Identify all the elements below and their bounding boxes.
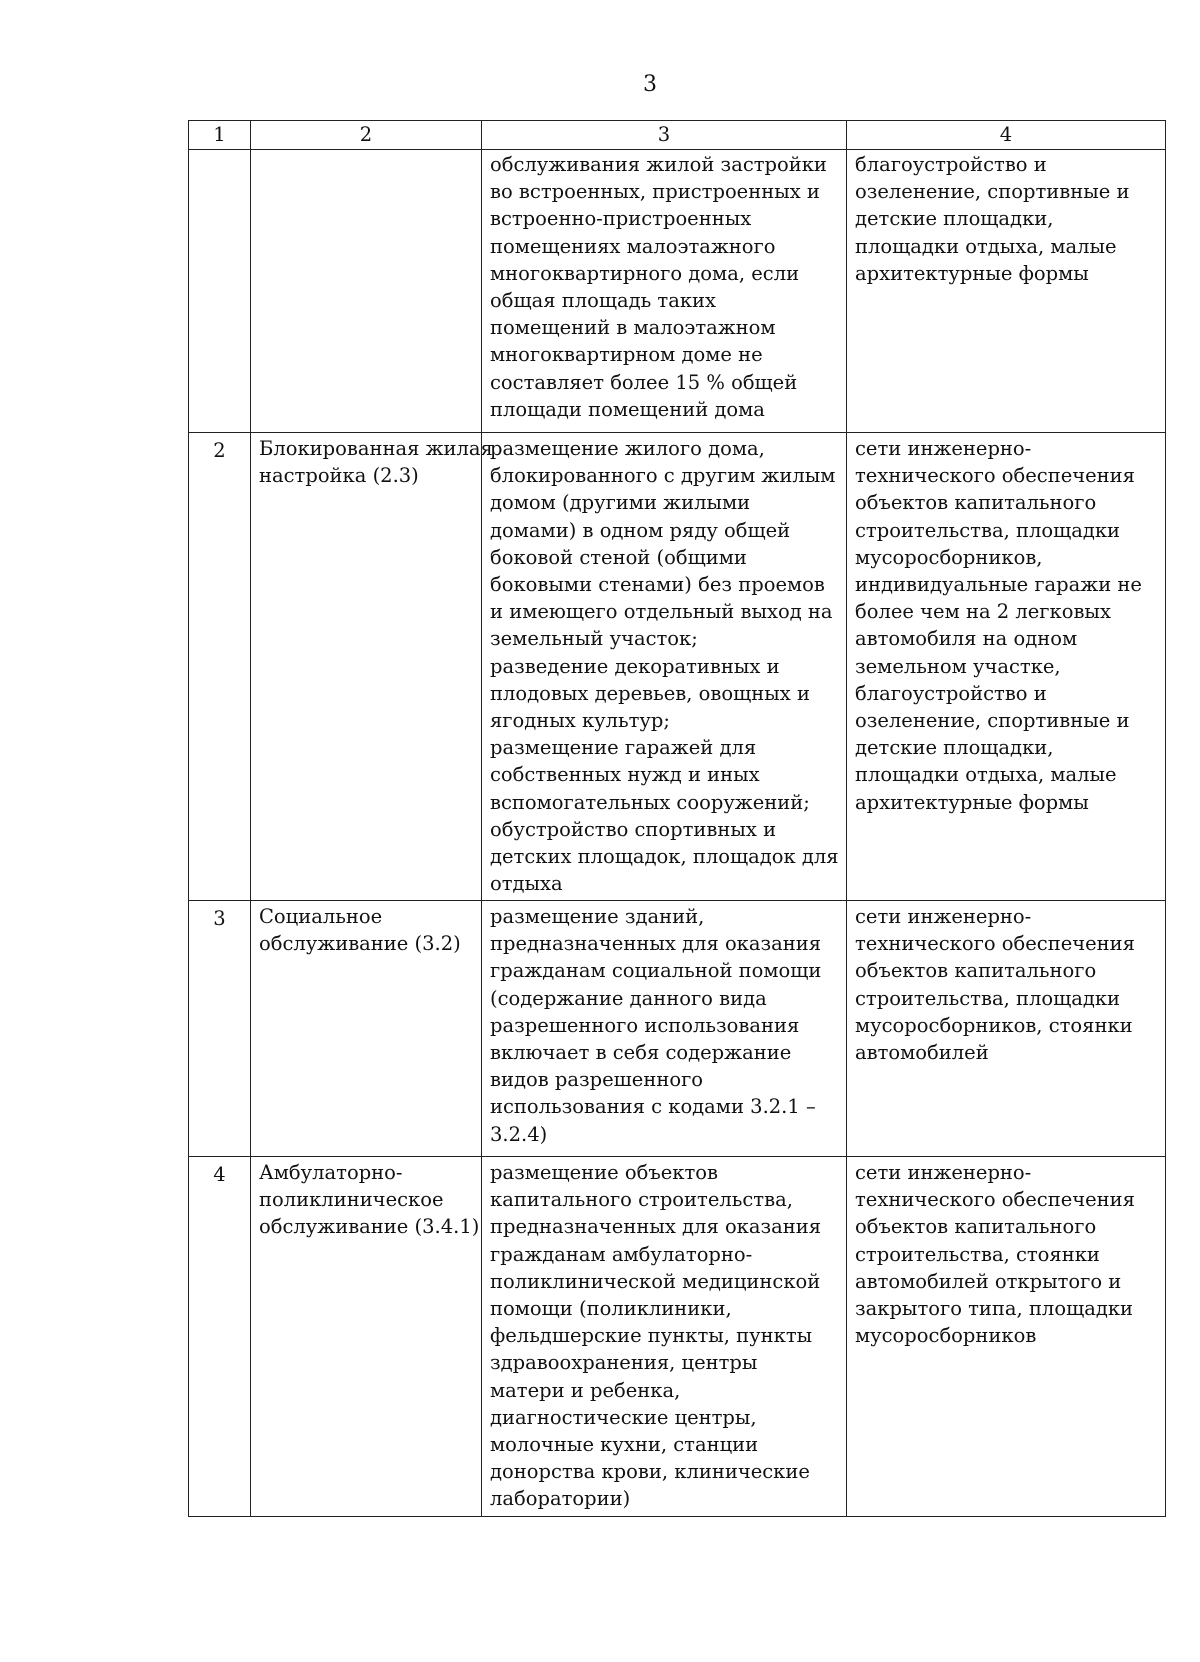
text-line: обслуживание (3.4.1) (259, 1215, 480, 1239)
text-line: обслуживания жилой застройки (490, 153, 827, 176)
auxiliary-use-cell (847, 150, 1166, 433)
text-line: боковой стеной (общими (490, 545, 747, 569)
auxiliary-use-cell (847, 1157, 1166, 1517)
row-number: 2 (189, 433, 251, 901)
text-line: земельном участке, (855, 654, 1061, 678)
text-line: гражданам амбулаторно- (490, 1242, 753, 1266)
row-number (189, 150, 251, 433)
text-line: автомобилей (855, 1041, 989, 1065)
text-line: детских площадок, площадок для (490, 845, 839, 869)
text-line: настройка (2.3) (259, 464, 419, 488)
text-line: гражданам социальной помощи (490, 959, 822, 983)
auxiliary-use-cell (847, 433, 1166, 901)
header-col-2: 2 (251, 121, 482, 150)
text-line: помещениях малоэтажного (490, 234, 776, 258)
text-line: диагностические центры, (490, 1405, 757, 1429)
text-line: строительства, площадки (855, 986, 1121, 1010)
text-line: мусоросборников (855, 1324, 1037, 1348)
table-row (189, 901, 1166, 1157)
text-line: сети инженерно- (855, 905, 1032, 928)
text-line: автомобилей открытого и (855, 1269, 1122, 1293)
text-line: домами) в одном ряду общей (490, 518, 791, 542)
text-line: земельный участок; (490, 627, 698, 651)
text-line: видов разрешенного (490, 1068, 704, 1092)
header-col-1: 1 (189, 121, 251, 150)
text-line: детские площадки, (855, 736, 1054, 760)
text-line: объектов капитального (855, 1215, 1097, 1239)
text-line: составляет более 15 % общей (490, 370, 798, 394)
text-line: технического обеспечения (855, 1188, 1135, 1212)
text-line: автомобиля на одном (855, 627, 1078, 651)
use-type-cell (251, 901, 482, 1157)
text-line: размещение зданий, (490, 905, 705, 928)
main-use-cell (482, 901, 847, 1157)
text-line: обустройство спортивных и (490, 817, 777, 841)
text-line: разведение декоративных и (490, 654, 780, 678)
page-number: 3 (643, 72, 657, 97)
text-line: строительства, стоянки (855, 1242, 1100, 1266)
text-line: благоустройство и (855, 681, 1047, 705)
text-line: лаборатории) (490, 1487, 631, 1511)
row-number: 3 (189, 901, 251, 1157)
text-line: архитектурные формы (855, 261, 1089, 285)
text-line: сети инженерно- (855, 1161, 1032, 1184)
header-row (189, 121, 1166, 150)
text-line: вспомогательных сооружений; (490, 790, 810, 814)
row-number: 4 (189, 1157, 251, 1517)
text-line: архитектурные формы (855, 790, 1089, 814)
text-line: закрытого типа, площадки (855, 1297, 1134, 1321)
text-line: индивидуальные гаражи не (855, 573, 1142, 597)
text-line: здравоохранения, центры (490, 1351, 758, 1375)
text-line: мусоросборников, (855, 545, 1043, 569)
text-line: матери и ребенка, (490, 1378, 681, 1402)
auxiliary-use-cell (847, 901, 1166, 1157)
text-line: более чем на 2 легковых (855, 600, 1111, 624)
text-line: предназначенных для оказания (490, 1215, 822, 1239)
text-line: встроенно-пристроенных (490, 207, 752, 231)
text-line: во встроенных, пристроенных и (490, 180, 820, 204)
text-line: Амбулаторно- (259, 1161, 403, 1184)
text-line: блокированного с другим жилым (490, 464, 836, 488)
text-line: помещений в малоэтажном (490, 316, 776, 340)
text-line: собственных нужд и иных (490, 763, 760, 787)
text-line: размещение объектов (490, 1161, 718, 1184)
text-line: технического обеспечения (855, 464, 1135, 488)
text-line: озеленение, спортивные и (855, 180, 1130, 204)
text-line: фельдшерские пункты, пункты (490, 1324, 813, 1348)
use-type-cell (251, 150, 482, 433)
text-line: отдыха (490, 872, 563, 896)
text-line: сети инженерно- (855, 437, 1032, 460)
text-line: молочные кухни, станции (490, 1433, 759, 1457)
text-line: ягодных культур; (490, 709, 670, 733)
text-line: площадки отдыха, малые (855, 763, 1117, 787)
text-line: капитального строительства, (490, 1188, 793, 1212)
text-line: объектов капитального (855, 491, 1097, 515)
header-col-4: 4 (847, 121, 1166, 150)
text-line: детские площадки, (855, 207, 1054, 231)
text-line: помощи (поликлиники, (490, 1297, 732, 1321)
text-line: использования с кодами 3.2.1 – (490, 1095, 816, 1119)
use-type-cell (251, 433, 493, 901)
text-line: благоустройство и (855, 153, 1047, 176)
text-line: боковыми стенами) без проемов (490, 573, 825, 597)
table-row (189, 150, 1166, 433)
text-line: многоквартирного дома, если (490, 261, 800, 285)
text-line: Блокированная жилая (259, 437, 493, 460)
main-use-cell (482, 150, 847, 433)
text-line: домом (другими жилыми (490, 491, 751, 515)
text-line: поликлиническое (259, 1188, 444, 1212)
table-row (189, 433, 1166, 901)
text-line: (содержание данного вида (490, 986, 767, 1010)
text-line: поликлинической медицинской (490, 1269, 821, 1293)
text-line: 3.2.4) (490, 1122, 548, 1146)
use-type-cell (251, 1157, 482, 1517)
text-line: разрешенного использования (490, 1013, 800, 1037)
text-line: Социальное (259, 905, 383, 928)
text-line: строительства, площадки (855, 518, 1121, 542)
text-line: общая площадь таких (490, 289, 717, 313)
main-use-cell (482, 1157, 847, 1517)
text-line: многоквартирном доме не (490, 343, 763, 367)
text-line: предназначенных для оказания (490, 932, 822, 956)
text-line: обслуживание (3.2) (259, 932, 461, 956)
text-line: донорства крови, клинические (490, 1460, 810, 1484)
text-line: плодовых деревьев, овощных и (490, 681, 810, 705)
main-use-cell (482, 433, 847, 901)
text-line: размещение жилого дома, (490, 437, 765, 460)
text-line: площадки отдыха, малые (855, 234, 1117, 258)
text-line: технического обеспечения (855, 932, 1135, 956)
text-line: мусоросборников, стоянки (855, 1013, 1133, 1037)
land-use-table (188, 120, 1166, 1517)
text-line: озеленение, спортивные и (855, 709, 1130, 733)
text-line: и имеющего отдельный выход на (490, 600, 833, 624)
text-line: объектов капитального (855, 959, 1097, 983)
text-line: включает в себя содержание (490, 1041, 792, 1065)
text-line: площади помещений дома (490, 397, 765, 421)
text-line: размещение гаражей для (490, 736, 757, 760)
header-col-3: 3 (482, 121, 847, 150)
table-row (189, 1157, 1166, 1517)
